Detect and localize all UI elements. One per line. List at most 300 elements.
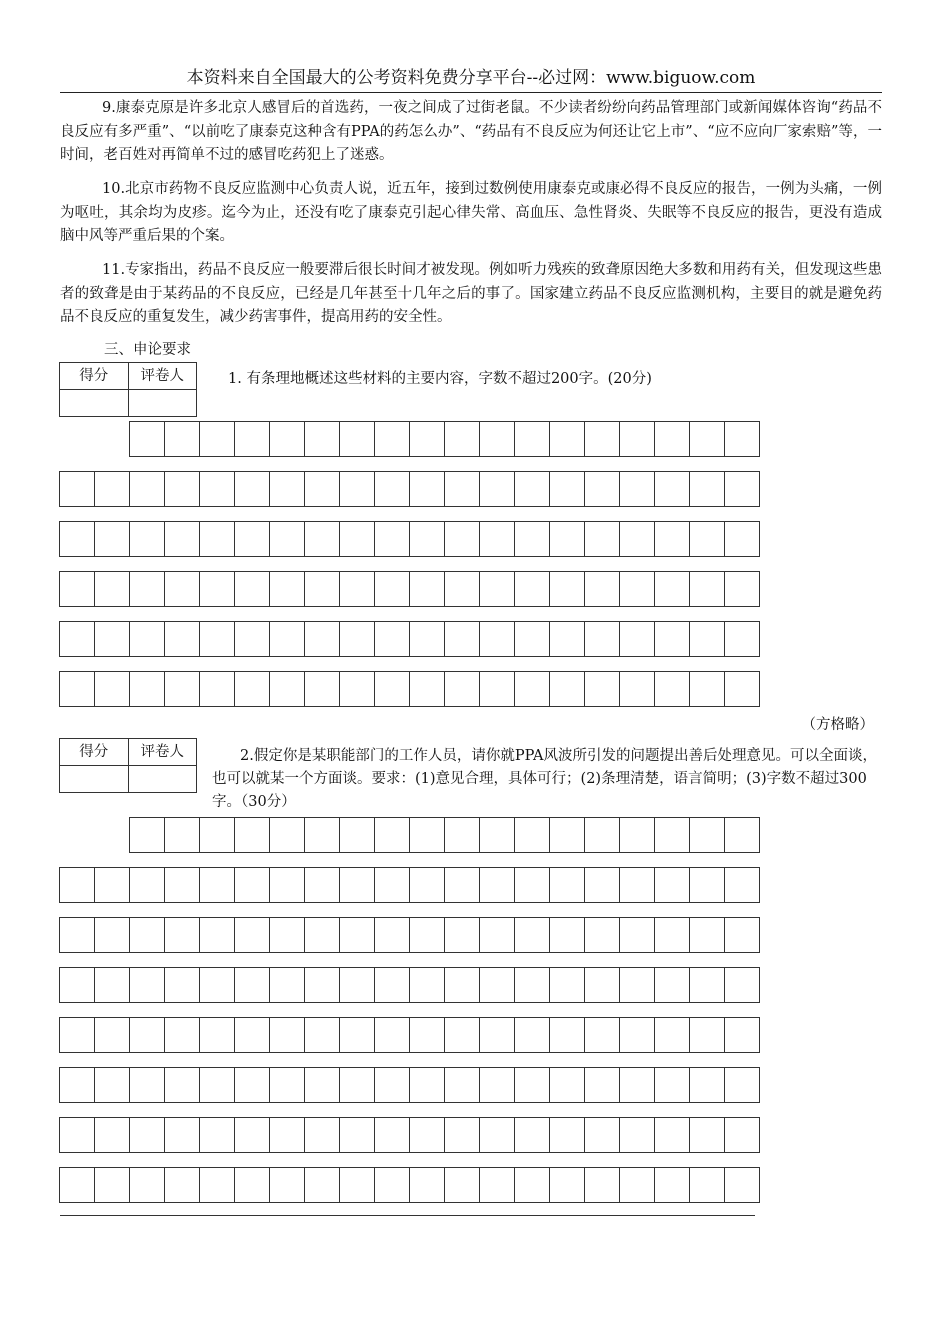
grid-cell[interactable] — [130, 421, 165, 457]
grid-cell[interactable] — [200, 817, 235, 853]
grid-cell[interactable] — [410, 621, 445, 657]
grid-cell[interactable] — [585, 1117, 620, 1153]
grid-cell[interactable] — [585, 967, 620, 1003]
grid-cell[interactable] — [130, 621, 165, 657]
grid-cell[interactable] — [270, 867, 305, 903]
grid-cell[interactable] — [130, 471, 165, 507]
grid-cell[interactable] — [165, 521, 200, 557]
grid-cell[interactable] — [165, 917, 200, 953]
grid-cell[interactable] — [235, 1167, 270, 1203]
grid-cell[interactable] — [410, 1167, 445, 1203]
grid-row — [59, 867, 760, 903]
score-box-q2 — [59, 738, 197, 793]
grid-cell[interactable] — [340, 1067, 375, 1103]
grid-cell[interactable] — [655, 867, 690, 903]
grid-cell[interactable] — [340, 867, 375, 903]
grid-cell[interactable] — [445, 471, 480, 507]
grid-cell[interactable] — [690, 817, 725, 853]
grid-cell[interactable] — [60, 471, 95, 507]
grid-cell[interactable] — [340, 967, 375, 1003]
grid-cell[interactable] — [550, 671, 585, 707]
grid-cell[interactable] — [655, 621, 690, 657]
grid-cell[interactable] — [130, 1017, 165, 1053]
grid-cell[interactable] — [445, 621, 480, 657]
grid-cell[interactable] — [305, 1017, 340, 1053]
grid-cell[interactable] — [620, 421, 655, 457]
grid-cell[interactable] — [340, 1117, 375, 1153]
grid-cell[interactable] — [200, 1067, 235, 1103]
grid-cell[interactable] — [725, 521, 760, 557]
grid-cell[interactable] — [480, 1167, 515, 1203]
grid-cell[interactable] — [550, 521, 585, 557]
question-1: 1. 有条理地概述这些材料的主要内容，字数不超过200字。(20分) — [228, 371, 652, 387]
grid-row — [59, 1167, 760, 1203]
grid-cell[interactable] — [235, 421, 270, 457]
grid-cell[interactable] — [655, 1017, 690, 1053]
grid-cell[interactable] — [130, 967, 165, 1003]
grid-row — [129, 817, 760, 853]
grid-cell[interactable] — [690, 967, 725, 1003]
grid-cell[interactable] — [480, 1067, 515, 1103]
grid-cell[interactable] — [690, 421, 725, 457]
grid-cell[interactable] — [200, 621, 235, 657]
grid-cell[interactable] — [655, 1167, 690, 1203]
grid-cell[interactable] — [445, 1167, 480, 1203]
grid-cell[interactable] — [690, 1117, 725, 1153]
grid-cell[interactable] — [340, 621, 375, 657]
grid-cell[interactable] — [340, 917, 375, 953]
grid-cell[interactable] — [410, 1067, 445, 1103]
grid-cell[interactable] — [515, 1067, 550, 1103]
grid-cell[interactable] — [410, 471, 445, 507]
grid-cell[interactable] — [550, 571, 585, 607]
grid-cell[interactable] — [550, 917, 585, 953]
grid-cell[interactable] — [620, 817, 655, 853]
grid-cell[interactable] — [550, 1167, 585, 1203]
grid-cell[interactable] — [410, 1017, 445, 1053]
grid-cell[interactable] — [585, 521, 620, 557]
grid-cell[interactable] — [130, 917, 165, 953]
grid-cell[interactable] — [270, 1117, 305, 1153]
grid-cell[interactable] — [305, 1167, 340, 1203]
grid-cell[interactable] — [270, 1017, 305, 1053]
score-field[interactable] — [60, 766, 129, 793]
grid-cell[interactable] — [95, 1017, 130, 1053]
grid-cell[interactable] — [515, 917, 550, 953]
grid-cell[interactable] — [130, 1117, 165, 1153]
grid-cell[interactable] — [585, 621, 620, 657]
grid-cell[interactable] — [655, 1067, 690, 1103]
grid-cell[interactable] — [725, 867, 760, 903]
grid-cell[interactable] — [445, 817, 480, 853]
grid-cell[interactable] — [620, 621, 655, 657]
grid-row — [59, 571, 760, 607]
grid-cell[interactable] — [620, 867, 655, 903]
grid-cell[interactable] — [725, 917, 760, 953]
grid-cell[interactable] — [585, 917, 620, 953]
grid-cell[interactable] — [410, 521, 445, 557]
grid-cell[interactable] — [620, 917, 655, 953]
grid-cell[interactable] — [165, 1017, 200, 1053]
grid-cell[interactable] — [725, 1117, 760, 1153]
grid-cell[interactable] — [585, 867, 620, 903]
grid-cell[interactable] — [375, 621, 410, 657]
grid-cell[interactable] — [235, 471, 270, 507]
grid-cell[interactable] — [130, 867, 165, 903]
grid-cell[interactable] — [550, 1017, 585, 1053]
grid-cell[interactable] — [340, 817, 375, 853]
paragraph-10: 10.北京市药物不良反应监测中心负责人说，近五年，接到过数例使用康泰克或康必得不良反应的报告，一例为头痛，一例为呕吐，其余均为皮疹。迄今为止，还没有吃了康泰克引起心律失常、高血压、急性肾炎、失眠等不良反应的报告，更没有造成脑中风等严重后果的个案。 — [60, 181, 882, 244]
grid-cell[interactable] — [60, 867, 95, 903]
grid-cell[interactable] — [270, 421, 305, 457]
grid-cell[interactable] — [445, 1117, 480, 1153]
grid-cell[interactable] — [550, 817, 585, 853]
grid-cell[interactable] — [480, 1017, 515, 1053]
grid-cell[interactable] — [550, 621, 585, 657]
grid-cell[interactable] — [655, 571, 690, 607]
paragraph-11: 11.专家指出，药品不良反应一般要滞后很长时间才被发现。例如听力残疾的致聋原因绝大多数和用药有关，但发现这些患者的致聋是由于某药品的不良反应，已经是几年甚至十几年之后的事了。国家建立药品不良反应监测机构，主要目的就是避免药品不良反应的重复发生，减少药害事件，提高用药的安全性。 — [60, 262, 882, 325]
grid-cell[interactable] — [480, 817, 515, 853]
grid-cell[interactable] — [410, 867, 445, 903]
grid-cell[interactable] — [95, 471, 130, 507]
score-field[interactable] — [60, 390, 129, 417]
grid-cell[interactable] — [550, 967, 585, 1003]
grid-cell[interactable] — [235, 671, 270, 707]
grid-cell[interactable] — [480, 571, 515, 607]
grid-cell[interactable] — [235, 867, 270, 903]
grid-cell[interactable] — [305, 867, 340, 903]
grid-cell[interactable] — [620, 1117, 655, 1153]
grid-cell[interactable] — [515, 867, 550, 903]
grid-cell[interactable] — [305, 471, 340, 507]
grid-cell[interactable] — [340, 1167, 375, 1203]
grid-cell[interactable] — [585, 817, 620, 853]
grid-cell[interactable] — [95, 967, 130, 1003]
grid-cell[interactable] — [305, 817, 340, 853]
grid-cell[interactable] — [725, 621, 760, 657]
grid-cell[interactable] — [515, 1167, 550, 1203]
grid-cell[interactable] — [340, 471, 375, 507]
grid-cell[interactable] — [585, 571, 620, 607]
grid-cell[interactable] — [200, 967, 235, 1003]
grid-cell[interactable] — [550, 471, 585, 507]
grid-cell[interactable] — [340, 571, 375, 607]
grid-cell[interactable] — [165, 571, 200, 607]
grid-cell[interactable] — [375, 671, 410, 707]
grid-cell[interactable] — [655, 1117, 690, 1153]
grid-cell[interactable] — [480, 671, 515, 707]
grid-cell[interactable] — [235, 1017, 270, 1053]
grid-cell[interactable] — [130, 571, 165, 607]
grid-cell[interactable] — [690, 621, 725, 657]
grid-cell[interactable] — [655, 671, 690, 707]
grid-cell[interactable] — [655, 471, 690, 507]
grid-cell[interactable] — [270, 1067, 305, 1103]
grid-cell[interactable] — [235, 817, 270, 853]
grid-cell[interactable] — [620, 1167, 655, 1203]
grid-cell[interactable] — [410, 571, 445, 607]
grid-omitted-note: （方格略） — [801, 717, 874, 733]
grid-cell[interactable] — [165, 1067, 200, 1103]
grid-cell[interactable] — [445, 1067, 480, 1103]
grid-cell[interactable] — [305, 521, 340, 557]
grid-cell[interactable] — [235, 1117, 270, 1153]
section-heading: 三、申论要求 — [104, 342, 191, 358]
question-2: 2.假定你是某职能部门的工作人员，请你就PPA风波所引发的问题提出善后处理意见。可以全面谈，也可以就某一个方面谈。要求：(1)意见合理，具体可行；(2)条理清楚，语言简明；(3)字数不超过300字。（30分） — [212, 748, 877, 810]
grid-cell[interactable] — [585, 1067, 620, 1103]
grid-cell[interactable] — [690, 471, 725, 507]
grid-cell[interactable] — [585, 421, 620, 457]
grid-cell[interactable] — [585, 671, 620, 707]
grid-cell[interactable] — [165, 817, 200, 853]
grid-row — [59, 1117, 760, 1153]
grid-cell[interactable] — [200, 571, 235, 607]
grid-cell[interactable] — [200, 1167, 235, 1203]
grid-cell[interactable] — [690, 1067, 725, 1103]
grid-cell[interactable] — [95, 671, 130, 707]
grid-cell[interactable] — [725, 421, 760, 457]
grid-cell[interactable] — [515, 671, 550, 707]
grid-cell[interactable] — [725, 1067, 760, 1103]
grid-cell[interactable] — [515, 571, 550, 607]
grid-cell[interactable] — [375, 867, 410, 903]
grid-cell[interactable] — [655, 421, 690, 457]
grid-cell[interactable] — [515, 1017, 550, 1053]
grid-cell[interactable] — [165, 1167, 200, 1203]
grid-cell[interactable] — [445, 1017, 480, 1053]
grid-cell[interactable] — [515, 421, 550, 457]
grid-cell[interactable] — [235, 1067, 270, 1103]
grid-cell[interactable] — [620, 1017, 655, 1053]
grid-cell[interactable] — [165, 421, 200, 457]
grid-cell[interactable] — [200, 671, 235, 707]
grid-cell[interactable] — [270, 471, 305, 507]
grid-cell[interactable] — [60, 1067, 95, 1103]
grid-cell[interactable] — [340, 1017, 375, 1053]
grid-cell[interactable] — [515, 471, 550, 507]
grid-cell[interactable] — [130, 671, 165, 707]
grid-cell[interactable] — [375, 967, 410, 1003]
grid-cell[interactable] — [305, 671, 340, 707]
grid-cell[interactable] — [725, 471, 760, 507]
grid-cell[interactable] — [480, 521, 515, 557]
grid-cell[interactable] — [270, 1167, 305, 1203]
grid-cell[interactable] — [655, 521, 690, 557]
grid-cell[interactable] — [130, 1067, 165, 1103]
grid-cell[interactable] — [340, 421, 375, 457]
grid-cell[interactable] — [340, 671, 375, 707]
grid-cell[interactable] — [235, 621, 270, 657]
grid-cell[interactable] — [165, 867, 200, 903]
grid-cell[interactable] — [375, 917, 410, 953]
grid-cell[interactable] — [305, 967, 340, 1003]
grid-cell[interactable] — [480, 471, 515, 507]
grid-cell[interactable] — [725, 1017, 760, 1053]
grid-cell[interactable] — [95, 1167, 130, 1203]
grid-cell[interactable] — [550, 1117, 585, 1153]
grid-cell[interactable] — [305, 421, 340, 457]
grid-cell[interactable] — [165, 621, 200, 657]
grid-cell[interactable] — [620, 521, 655, 557]
grid-cell[interactable] — [620, 471, 655, 507]
grid-cell[interactable] — [95, 621, 130, 657]
grid-cell[interactable] — [480, 867, 515, 903]
grid-cell[interactable] — [375, 571, 410, 607]
grid-cell[interactable] — [550, 421, 585, 457]
grid-cell[interactable] — [375, 471, 410, 507]
grid-cell[interactable] — [725, 671, 760, 707]
grid-cell[interactable] — [165, 671, 200, 707]
grid-cell[interactable] — [305, 1067, 340, 1103]
grid-cell[interactable] — [725, 571, 760, 607]
grid-cell[interactable] — [60, 1167, 95, 1203]
grid-cell[interactable] — [515, 621, 550, 657]
grid-cell[interactable] — [95, 917, 130, 953]
grid-cell[interactable] — [235, 917, 270, 953]
grid-cell[interactable] — [305, 917, 340, 953]
grid-cell[interactable] — [165, 967, 200, 1003]
grid-cell[interactable] — [480, 621, 515, 657]
grid-cell[interactable] — [410, 917, 445, 953]
grid-cell[interactable] — [60, 521, 95, 557]
grid-cell[interactable] — [550, 867, 585, 903]
grid-cell[interactable] — [655, 817, 690, 853]
grid-cell[interactable] — [270, 521, 305, 557]
grid-cell[interactable] — [200, 521, 235, 557]
grid-cell[interactable] — [375, 1117, 410, 1153]
grid-cell[interactable] — [445, 421, 480, 457]
grid-cell[interactable] — [60, 917, 95, 953]
grid-cell[interactable] — [375, 1167, 410, 1203]
grid-cell[interactable] — [60, 671, 95, 707]
paragraph-9: 9.康泰克原是许多北京人感冒后的首选药，一夜之间成了过街老鼠。不少读者纷纷向药品管理部门或新闻媒体咨询“药品不良反应有多严重”、“以前吃了康泰克这种含有PPA的药怎么办”、“药品有不良反应为何还让它上市”、“应不应向厂家索赔”等，一时间，老百姓对再简单不过的感冒吃药犯上了迷惑。 — [60, 100, 882, 163]
grid-cell[interactable] — [270, 917, 305, 953]
grid-cell[interactable] — [200, 867, 235, 903]
grid-cell[interactable] — [445, 967, 480, 1003]
grid-cell[interactable] — [200, 471, 235, 507]
grid-cell[interactable] — [690, 1017, 725, 1053]
grid-cell[interactable] — [130, 1167, 165, 1203]
grid-cell[interactable] — [620, 967, 655, 1003]
grid-cell[interactable] — [200, 917, 235, 953]
grid-cell[interactable] — [60, 1017, 95, 1053]
grid-cell[interactable] — [200, 1017, 235, 1053]
grid-cell[interactable] — [515, 521, 550, 557]
grid-row — [59, 967, 760, 1003]
grid-cell[interactable] — [725, 1167, 760, 1203]
grid-cell[interactable] — [410, 1117, 445, 1153]
score-label: 得分 — [60, 363, 129, 390]
grid-cell[interactable] — [270, 967, 305, 1003]
grid-row — [59, 671, 760, 707]
grid-cell[interactable] — [95, 1117, 130, 1153]
grid-cell[interactable] — [515, 967, 550, 1003]
grid-cell[interactable] — [375, 421, 410, 457]
grid-cell[interactable] — [60, 1117, 95, 1153]
grid-cell[interactable] — [515, 817, 550, 853]
grid-cell[interactable] — [480, 967, 515, 1003]
grid-cell[interactable] — [340, 521, 375, 557]
grid-cell[interactable] — [585, 1167, 620, 1203]
grid-row — [59, 471, 760, 507]
grid-cell[interactable] — [165, 1117, 200, 1153]
grid-cell[interactable] — [620, 671, 655, 707]
grid-cell[interactable] — [130, 817, 165, 853]
grid-cell[interactable] — [235, 521, 270, 557]
grid-cell[interactable] — [305, 621, 340, 657]
grid-cell[interactable] — [130, 521, 165, 557]
grid-cell[interactable] — [270, 571, 305, 607]
grid-cell[interactable] — [305, 1117, 340, 1153]
grid-cell[interactable] — [375, 1017, 410, 1053]
grid-cell[interactable] — [95, 867, 130, 903]
grader-field[interactable] — [128, 390, 197, 417]
grid-cell[interactable] — [445, 521, 480, 557]
grid-cell[interactable] — [725, 817, 760, 853]
grid-cell[interactable] — [620, 1067, 655, 1103]
grid-cell[interactable] — [550, 1067, 585, 1103]
grid-cell[interactable] — [690, 867, 725, 903]
grid-cell[interactable] — [410, 817, 445, 853]
grid-cell[interactable] — [515, 1117, 550, 1153]
grid-cell[interactable] — [410, 671, 445, 707]
grid-cell[interactable] — [480, 1117, 515, 1153]
grid-cell[interactable] — [655, 917, 690, 953]
grid-cell[interactable] — [375, 521, 410, 557]
grid-cell[interactable] — [60, 967, 95, 1003]
grid-cell[interactable] — [445, 867, 480, 903]
grid-cell[interactable] — [690, 571, 725, 607]
grid-cell[interactable] — [270, 671, 305, 707]
grid-cell[interactable] — [375, 817, 410, 853]
grid-cell[interactable] — [690, 671, 725, 707]
grid-cell[interactable] — [445, 671, 480, 707]
grid-cell[interactable] — [480, 917, 515, 953]
grid-cell[interactable] — [270, 817, 305, 853]
grid-cell[interactable] — [445, 571, 480, 607]
grid-cell[interactable] — [410, 967, 445, 1003]
grid-cell[interactable] — [165, 471, 200, 507]
grid-row — [59, 1067, 760, 1103]
grid-cell[interactable] — [95, 571, 130, 607]
grid-cell[interactable] — [585, 1017, 620, 1053]
grid-cell[interactable] — [585, 471, 620, 507]
header-title: 本资料来自全国最大的公考资料免费分享平台--必过网：www.biguow.com — [186, 68, 756, 88]
grid-cell[interactable] — [620, 571, 655, 607]
grid-cell[interactable] — [60, 621, 95, 657]
grid-cell[interactable] — [690, 521, 725, 557]
grid-cell[interactable] — [200, 421, 235, 457]
grid-cell[interactable] — [235, 571, 270, 607]
grader-field[interactable] — [128, 766, 197, 793]
grid-cell[interactable] — [410, 421, 445, 457]
grid-cell[interactable] — [95, 1067, 130, 1103]
grid-cell[interactable] — [655, 967, 690, 1003]
grid-cell[interactable] — [200, 1117, 235, 1153]
grid-cell[interactable] — [480, 421, 515, 457]
grid-cell[interactable] — [725, 967, 760, 1003]
grid-cell[interactable] — [690, 917, 725, 953]
grid-cell[interactable] — [95, 521, 130, 557]
grid-cell[interactable] — [690, 1167, 725, 1203]
grid-cell[interactable] — [375, 1067, 410, 1103]
grid-cell[interactable] — [60, 571, 95, 607]
grid-cell[interactable] — [445, 917, 480, 953]
grid-cell[interactable] — [270, 621, 305, 657]
grid-cell[interactable] — [305, 571, 340, 607]
grid-cell[interactable] — [235, 967, 270, 1003]
grid-row — [59, 917, 760, 953]
